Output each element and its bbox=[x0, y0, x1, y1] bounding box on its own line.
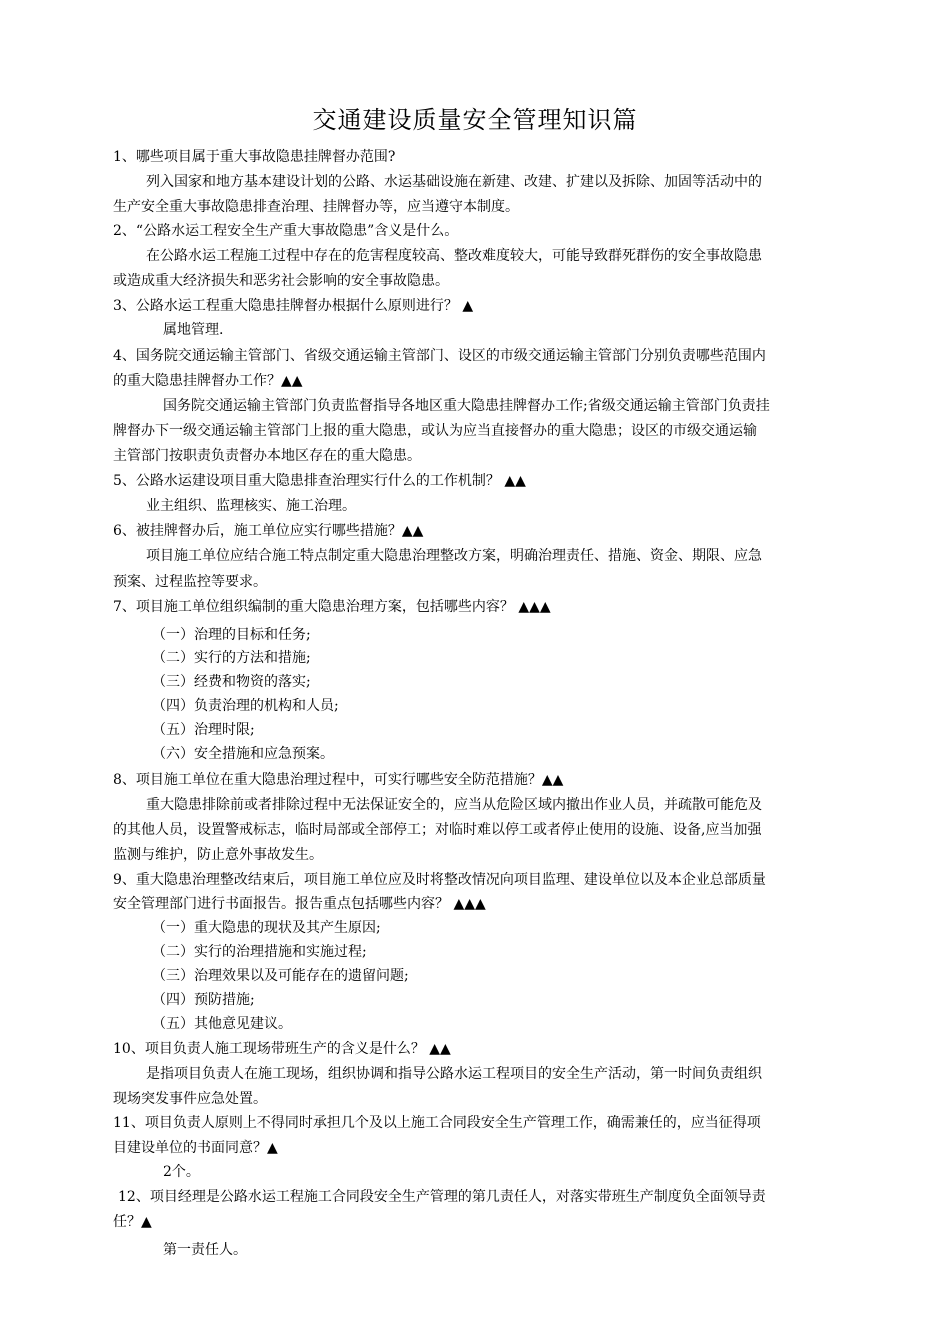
answer-4-line-2: 牌督办下一级交通运输主管部门上报的重大隐患，或认为应当直接督办的重大隐患；设区的市级交通运输 bbox=[113, 423, 757, 439]
list-item: （三）治理效果以及可能存在的遗留问题; bbox=[152, 968, 409, 984]
list-item: （二）实行的治理措施和实施过程; bbox=[152, 944, 367, 960]
document-title: 交通建设质量安全管理知识篇 bbox=[312, 106, 638, 134]
answer-5: 业主组织、监理核实、施工治理。 bbox=[146, 498, 356, 514]
list-item: （三）经费和物资的落实; bbox=[152, 674, 311, 690]
question-5: 5、公路水运建设项目重大隐患排查治理实行什么的工作机制？ ▲▲ bbox=[113, 473, 526, 489]
answer-10-line-2: 现场突发事件应急处置。 bbox=[113, 1091, 267, 1107]
list-item: （五）其他意见建议。 bbox=[152, 1016, 292, 1032]
list-item: （二）实行的方法和措施; bbox=[152, 650, 311, 666]
answer-1-line-1: 列入国家和地方基本建设计划的公路、水运基础设施在新建、改建、扩建以及拆除、加固等活动中的 bbox=[146, 174, 762, 190]
question-7: 7、项目施工单位组织编制的重大隐患治理方案，包括哪些内容？ ▲▲▲ bbox=[113, 599, 551, 615]
list-item: （四）预防措施; bbox=[152, 992, 255, 1008]
question-11-line-2: 目建设单位的书面同意？▲ bbox=[113, 1140, 278, 1156]
answer-4-line-3: 主管部门按职责负责督办本地区存在的重大隐患。 bbox=[113, 448, 421, 464]
question-10: 10、项目负责人施工现场带班生产的含义是什么？ ▲▲ bbox=[113, 1041, 451, 1057]
list-item: （六）安全措施和应急预案。 bbox=[152, 746, 334, 762]
question-11-line-1: 11、项目负责人原则上不得同时承担几个及以上施工合同段安全生产管理工作，确需兼任的，应当征得项 bbox=[113, 1115, 761, 1131]
answer-3: 属地管理. bbox=[163, 322, 224, 338]
answer-11: 2个。 bbox=[163, 1164, 200, 1180]
question-2: 2、“公路水运工程安全生产重大事故隐患”含义是什么。 bbox=[113, 223, 459, 239]
answer-4-line-1: 国务院交通运输主管部门负责监督指导各地区重大隐患挂牌督办工作;省级交通运输主管部门负责挂 bbox=[163, 398, 770, 414]
question-4-line-1: 4、国务院交通运输主管部门、省级交通运输主管部门、设区的市级交通运输主管部门分别负责哪些范围内 bbox=[113, 348, 766, 364]
question-1: 1、哪些项目属于重大事故隐患挂牌督办范围? bbox=[113, 149, 396, 165]
list-item: （一）治理的目标和任务; bbox=[152, 627, 311, 643]
question-9-line-1: 9、重大隐患治理整改结束后，项目施工单位应及时将整改情况向项目监理、建设单位以及本企业总部质量 bbox=[113, 872, 766, 888]
answer-8-line-2: 的其他人员，设置警戒标志，临时局部或全部停工；对临时难以停工或者停止使用的设施、设备,应当加强 bbox=[113, 822, 762, 838]
answer-2-line-2: 或造成重大经济损失和恶劣社会影响的安全事故隐患。 bbox=[113, 273, 449, 289]
answer-8-line-3: 监测与维护，防止意外事故发生。 bbox=[113, 847, 323, 863]
question-9-line-2: 安全管理部门进行书面报告。报告重点包括哪些内容？ ▲▲▲ bbox=[113, 896, 486, 912]
answer-6-line-1: 项目施工单位应结合施工特点制定重大隐患治理整改方案，明确治理责任、措施、资金、期限、应急 bbox=[146, 548, 762, 564]
question-4-line-2: 的重大隐患挂牌督办工作？▲▲ bbox=[113, 373, 303, 389]
list-item: （五）治理时限; bbox=[152, 722, 255, 738]
answer-6-line-2: 预案、过程监控等要求。 bbox=[113, 574, 267, 590]
list-item: （一）重大隐患的现状及其产生原因; bbox=[152, 920, 381, 936]
question-6: 6、被挂牌督办后，施工单位应实行哪些措施？▲▲ bbox=[113, 523, 424, 539]
answer-2-line-1: 在公路水运工程施工过程中存在的危害程度较高、整改难度较大，可能导致群死群伤的安全事故隐患 bbox=[146, 248, 762, 264]
answer-1-line-2: 生产安全重大事故隐患排查治理、挂牌督办等，应当遵守本制度。 bbox=[113, 199, 519, 215]
list-item: （四）负责治理的机构和人员; bbox=[152, 698, 339, 714]
answer-8-line-1: 重大隐患排除前或者排除过程中无法保证安全的，应当从危险区域内撤出作业人员，并疏散可能危及 bbox=[146, 797, 762, 813]
question-12-line-1: 12、项目经理是公路水运工程施工合同段安全生产管理的第几责任人，对落实带班生产制度负全面领导责 bbox=[118, 1189, 766, 1205]
question-12-line-2: 任？▲ bbox=[113, 1214, 152, 1230]
answer-10-line-1: 是指项目负责人在施工现场，组织协调和指导公路水运工程项目的安全生产活动，第一时间负责组织 bbox=[146, 1066, 762, 1082]
answer-12: 第一责任人。 bbox=[163, 1242, 247, 1258]
question-8: 8、项目施工单位在重大隐患治理过程中，可实行哪些安全防范措施？▲▲ bbox=[113, 772, 564, 788]
question-3: 3、公路水运工程重大隐患挂牌督办根据什么原则进行？ ▲ bbox=[113, 298, 474, 314]
